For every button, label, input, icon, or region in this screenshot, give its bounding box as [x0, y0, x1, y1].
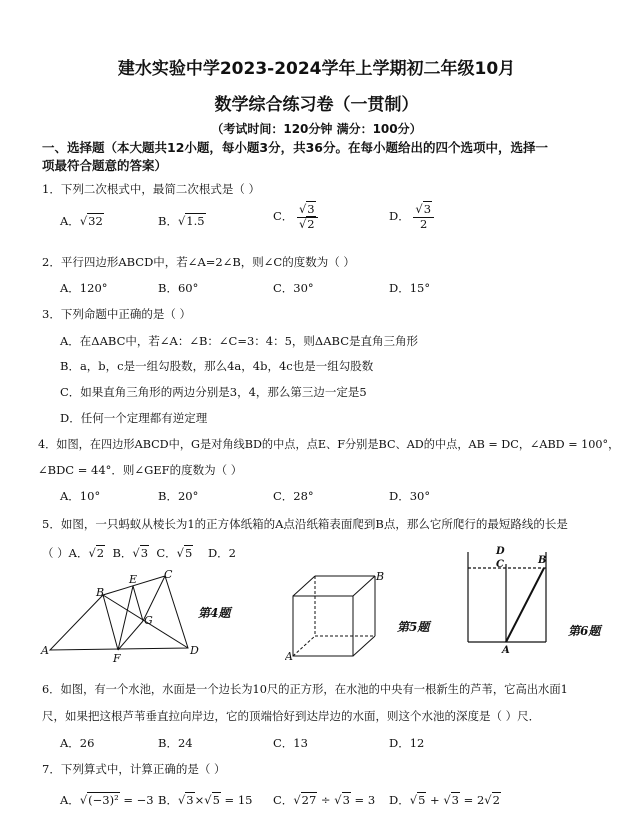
figure-6-caption: 第6题 [568, 624, 601, 638]
q5-stem: 5．如图，一只蚂蚁从棱长为1的正方体纸箱的A点沿纸箱表面爬到B点，那么它所爬行的最短路线的长是 [42, 517, 568, 531]
reed-tilted [506, 568, 544, 642]
q2-stem: 2．平行四边形ABCD中，若∠A=2∠B，则∠C的度数为（ ） [42, 255, 355, 269]
q4-option-b: B．20° [158, 489, 199, 503]
q6-option-a: A．26 [60, 736, 95, 750]
q4-option-a: A．10° [60, 489, 101, 503]
q2-option-a: A．120° [60, 281, 108, 295]
q7-stem: 7．下列算式中，计算正确的是（ ） [42, 762, 226, 776]
q4-option-c: C．28° [273, 489, 314, 503]
figure-4-caption: 第4题 [198, 606, 231, 620]
q1-option-d: D． $\frac{√3}{2}$ [389, 204, 434, 230]
q7-option-d: D．√5 + √3 = 2√2 [389, 793, 500, 807]
fig6-point-c: C [496, 559, 504, 570]
q6-stem-line2: 尺，如果把这根芦苇垂直拉向岸边，它的顶端恰好到达岸边的水面，则这个水池的深度是（ ）尺． [42, 709, 541, 723]
q1-option-c: C． $\frac{√3}{√2}$ [273, 204, 318, 230]
q4-option-d: D．30° [389, 489, 431, 503]
point-b-label: B [96, 586, 105, 599]
section-heading-cont: 项最符合题意的答案） [42, 158, 168, 173]
q2-option-c: C．30° [273, 281, 314, 295]
fig6-point-a: A [502, 645, 510, 656]
section-heading: 一、选择题（本大题共12小题，每小题3分，共36分。在每小题给出的四个选项中，选择一 [42, 140, 548, 155]
figure-5 [285, 568, 385, 663]
q2-option-d: D．15° [389, 281, 431, 295]
q7-option-a: A．√(−3)² = −3 [60, 793, 154, 807]
quadrilateral-abcd [50, 576, 188, 650]
exam-title: 建水实验中学2023-2024学年上学期初二年级10月 [117, 59, 516, 79]
q3-option-b: B．a，b，c是一组勾股数，那么4a，4b，4c也是一组勾股数 [60, 359, 374, 373]
q1-option-b: B．√1.5 [158, 214, 205, 228]
q1-option-a: A．√32 [60, 214, 103, 228]
q2-option-b: B．60° [158, 281, 199, 295]
q1-stem: 1．下列二次根式中，最简二次根式是（ ） [42, 182, 260, 196]
q7-option-c: C．√27 ÷ √3 = 3 [273, 793, 376, 807]
q6-option-d: D．12 [389, 736, 425, 750]
exam-subtitle: 数学综合练习卷（一贯制） [214, 95, 419, 115]
cube-point-b: B [376, 570, 385, 583]
point-d-label: D [190, 644, 199, 657]
q4-stem-line1: 4．如图，在四边形ABCD中，G是对角线BD的中点，点E、F分别是BC、AD的中点，AB = DC，∠ABD = 100°， [38, 438, 620, 451]
q3-option-a: A．在ΔABC中，若∠A：∠B：∠C=3：4：5，则ΔABC是直角三角形 [60, 334, 418, 348]
cube-point-a: A [285, 650, 293, 663]
fig6-point-b: B [538, 555, 547, 566]
figure-5-caption: 第5题 [397, 620, 430, 634]
q6-stem-line1: 6．如图，有一个水池，水面是一个边长为10尺的正方形，在水池的中央有一根新生的芦苇，它高出水面1 [42, 683, 568, 696]
figure-6 [460, 546, 560, 656]
point-f-label: F [113, 652, 121, 665]
q3-option-d: D．任何一个定理都有逆定理 [60, 411, 208, 425]
exam-info: （考试时间：120分钟 满分：100分） [211, 122, 422, 136]
segment-ef [118, 586, 133, 650]
segment-eg [133, 586, 143, 621]
point-e-label: E [129, 573, 138, 586]
q3-option-c: C．如果直角三角形的两边分别是3，4，那么第三边一定是5 [60, 385, 367, 399]
q6-option-b: B．24 [158, 736, 193, 750]
q3-stem: 3．下列命题中正确的是（ ） [42, 307, 191, 321]
q4-stem-line2: ∠BDC = 44°．则∠GEF的度数为（ ） [38, 463, 243, 477]
point-c-label: C [164, 568, 173, 581]
point-g-label: G [144, 614, 153, 627]
figure-4 [40, 568, 210, 668]
fig6-point-d: D [496, 546, 505, 557]
point-a-label: A [41, 644, 49, 657]
q5-options: （ ）A．√2 B．√3 C．√5 D．2 [42, 546, 236, 560]
q7-option-b: B．√3×√5 = 15 [158, 793, 253, 807]
cube-front-face [293, 596, 353, 656]
q6-option-c: C．13 [273, 736, 308, 750]
